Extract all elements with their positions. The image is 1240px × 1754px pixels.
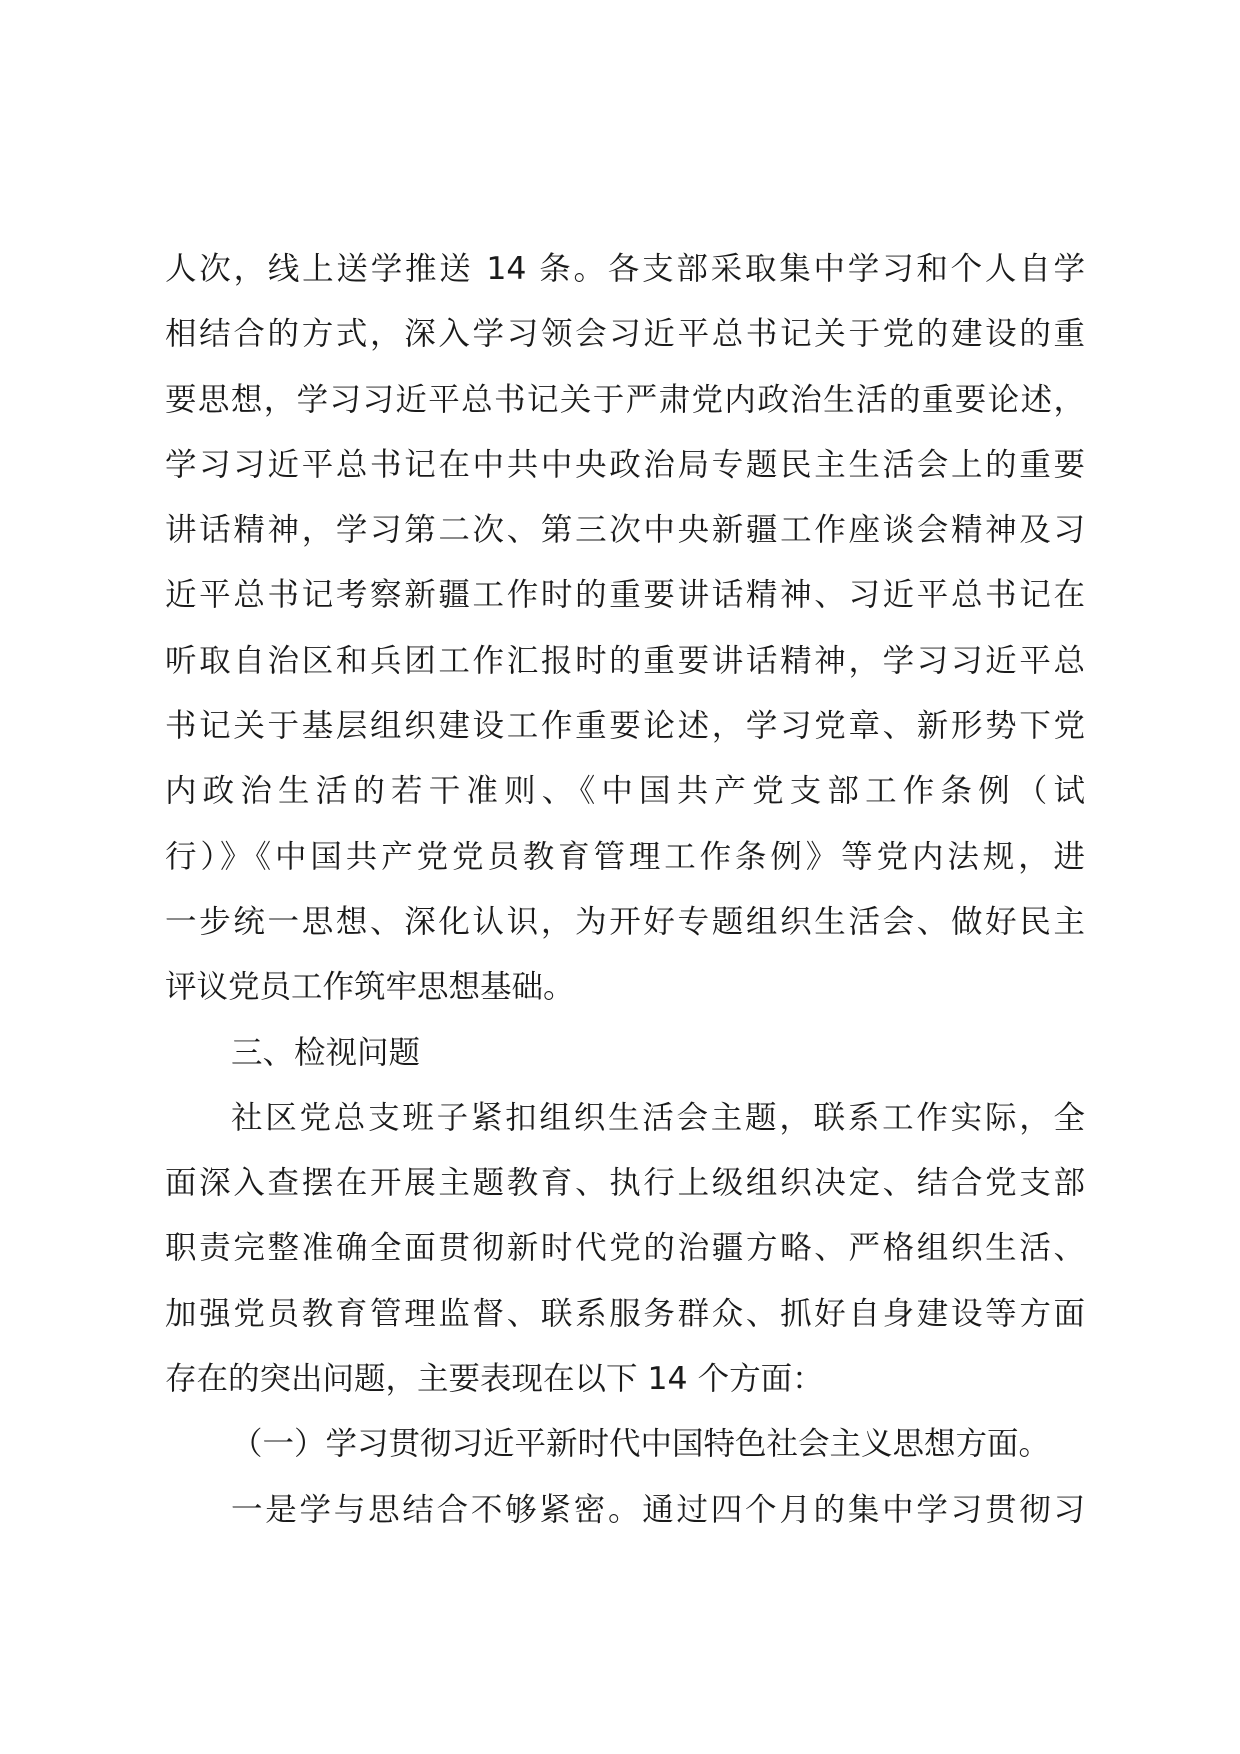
body-line: 加强党员教育管理监督、联系服务群众、抓好自身建设等方面 xyxy=(165,1295,1085,1332)
body-line: 面深入查摆在开展主题教育、执行上级组织决定、结合党支部 xyxy=(165,1165,1085,1202)
body-line: 书记关于基层组织建设工作重要论述，学习党章、新形势下党 xyxy=(165,708,1085,745)
body-line: 存在的突出问题，主要表现在以下 14 个方面： xyxy=(165,1361,824,1398)
section-heading: 三、检视问题 xyxy=(231,1034,421,1071)
body-line: 相结合的方式，深入学习领会习近平总书记关于党的建设的重 xyxy=(165,316,1085,353)
subsection-heading: （一）学习贯彻习近平新时代中国特色社会主义思想方面。 xyxy=(231,1426,1051,1463)
body-line: 行）》《中国共产党党员教育管理工作条例》等党内法规，进 xyxy=(165,838,1085,875)
body-line: 学习习近平总书记在中共中央政治局专题民主生活会上的重要 xyxy=(165,446,1085,483)
body-line: 听取自治区和兵团工作汇报时的重要讲话精神，学习习近平总 xyxy=(165,642,1085,679)
document-body xyxy=(165,237,1085,1543)
body-line: 社区党总支班子紧扣组织生活会主题，联系工作实际，全 xyxy=(231,1099,1085,1136)
body-line: 内政治生活的若干准则、《中国共产党支部工作条例（试 xyxy=(165,773,1085,810)
body-line: 评议党员工作筑牢思想基础。 xyxy=(165,969,575,1006)
body-line: 近平总书记考察新疆工作时的重要讲话精神、习近平总书记在 xyxy=(165,577,1085,614)
body-line: 职责完整准确全面贯彻新时代党的治疆方略、严格组织生活、 xyxy=(165,1230,1085,1267)
body-line: 讲话精神，学习第二次、第三次中央新疆工作座谈会精神及习 xyxy=(165,512,1085,549)
body-line: 一是学与思结合不够紧密。通过四个月的集中学习贯彻习 xyxy=(231,1491,1085,1528)
body-line: 一步统一思想、深化认识，为开好专题组织生活会、做好民主 xyxy=(165,903,1085,940)
body-line: 要思想，学习习近平总书记关于严肃党内政治生活的重要论述， xyxy=(165,381,1085,418)
body-line: 人次，线上送学推送 14 条。各支部采取集中学习和个人自学 xyxy=(165,251,1085,287)
